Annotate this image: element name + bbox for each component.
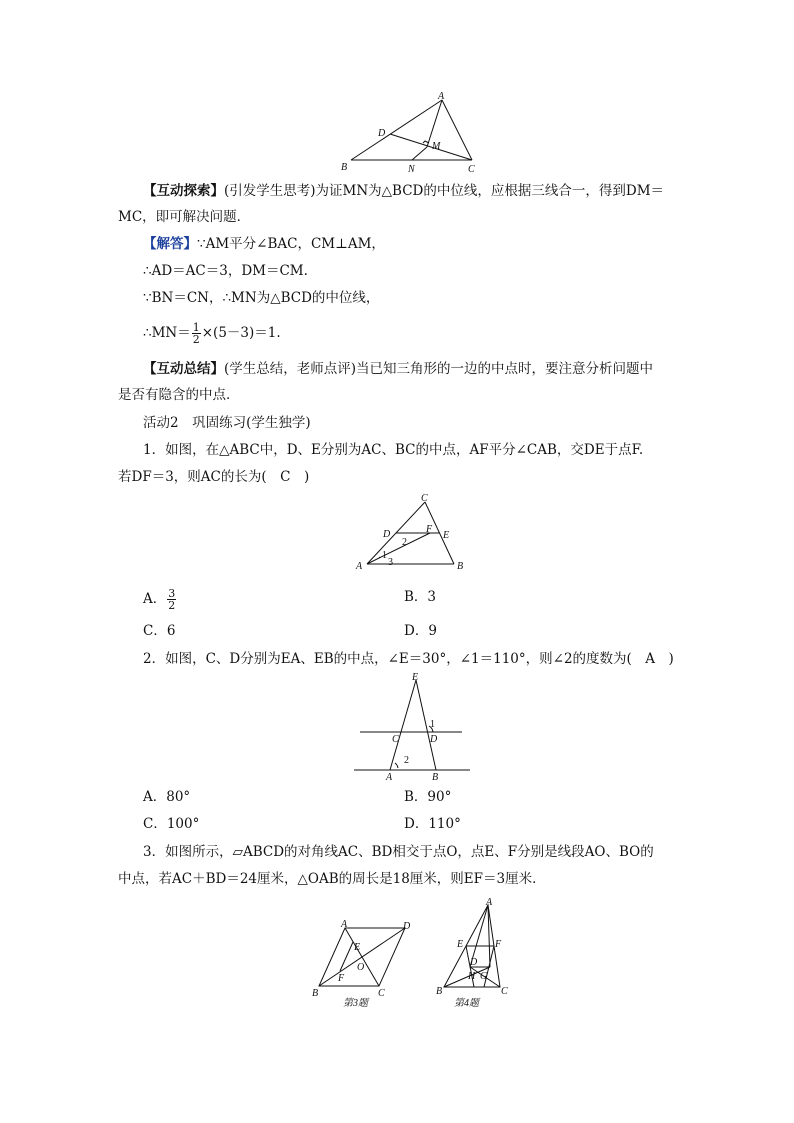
q4-label-h: H: [468, 971, 476, 982]
q2-label-c: C: [392, 734, 399, 745]
q4-label-g: G: [480, 971, 488, 982]
answer-line-3: ∵BN＝CN，∴MN为△BCD的中位线，: [143, 290, 380, 306]
q1-option-a-fraction: [167, 588, 176, 611]
explore-text: (引发学生思考)为证MN为△BCD的中位线，应根据三线合一，得到DM＝: [224, 183, 665, 199]
q2-option-b[interactable]: B．90°: [404, 789, 452, 805]
q2-label-d: D: [430, 734, 438, 745]
q1-option-c[interactable]: C．6: [143, 623, 176, 639]
q2-angle-2: 2: [404, 755, 409, 766]
q3-label-c: C: [378, 988, 385, 999]
q1-fraction-numerator: 3: [168, 587, 176, 600]
q2-label-e: E: [412, 672, 419, 683]
q4-label-a: A: [486, 897, 493, 908]
q1-text-line-2: 若DF＝3，则AC的长为( C ): [118, 469, 310, 485]
figure-q4-triangle: [432, 895, 517, 1010]
q3-label-o: O: [357, 962, 365, 973]
q3-label-a: A: [341, 919, 348, 930]
q3-text-line-2: 中点，若AC＋BD＝24厘米，△OAB的周长是18厘米，则EF＝3厘米．: [118, 871, 546, 887]
q1-label-f: F: [426, 524, 433, 535]
fig1-label-a: A: [438, 91, 445, 102]
figure-q1-triangle: [350, 492, 470, 574]
figure-triangle-abc-median: [338, 90, 488, 178]
summary-tag: 【互动总结】: [143, 361, 224, 377]
q4-label-e: E: [457, 939, 464, 950]
q4-label-b: B: [436, 986, 443, 997]
q1-option-a[interactable]: [143, 588, 177, 611]
activity-title: 活动2 巩固练习(学生独学): [143, 415, 311, 431]
q1-label-c: C: [421, 493, 428, 504]
explore-line-2: MC，即可解决问题．: [118, 209, 251, 225]
figure-q3-parallelogram: [305, 918, 420, 1010]
summary-line-1: [143, 360, 653, 378]
summary-line-2: 是否有隐含的中点．: [118, 387, 240, 403]
q1-option-a-prefix: A．: [143, 591, 167, 607]
fig1-label-d: D: [378, 128, 386, 139]
answer-l4-pre: ∴MN＝: [143, 325, 191, 341]
q3-label-f: F: [338, 973, 345, 984]
answer-line-2: ∴AD＝AC＝3，DM＝CM.: [143, 263, 308, 279]
q1-label-e: E: [443, 530, 450, 541]
q2-option-c[interactable]: C．100°: [143, 816, 200, 832]
q2-angle-1: 1: [430, 719, 435, 730]
q1-angle-1: 1: [382, 550, 387, 561]
fraction-denominator: 2: [192, 333, 200, 346]
answer-line-4: [143, 322, 281, 345]
q2-label-b: B: [432, 772, 439, 783]
q3-label-d: D: [403, 921, 411, 932]
figure-q2-parallel-lines: [350, 672, 475, 784]
q2-label-a: A: [386, 772, 393, 783]
fraction-numerator: 1: [192, 321, 200, 334]
q3-label-b: B: [312, 988, 319, 999]
q2-text: 2．如图，C、D分别为EA、EB的中点，∠E＝30°，∠1＝110°，则∠2的度数为( A ): [143, 651, 674, 667]
q2-option-d[interactable]: D．110°: [404, 816, 461, 832]
answer-tag: 【解答】: [143, 236, 197, 252]
q4-label-d: D: [470, 957, 478, 968]
explore-tag: 【互动探索】: [143, 183, 224, 199]
q4-caption: 第4题: [454, 998, 479, 1009]
answer-l4-post: ×(5－3)＝1.: [201, 325, 281, 341]
q3-label-e: E: [354, 942, 361, 953]
fig1-label-m: M: [432, 141, 441, 152]
q1-label-b: B: [457, 561, 464, 572]
q1-fraction-denominator: 2: [168, 599, 176, 612]
fig1-label-c: C: [468, 164, 475, 175]
q4-label-c: C: [501, 986, 508, 997]
q1-text-line-1: 1．如图，在△ABC中，D、E分别为AC、BC的中点，AF平分∠CAB，交DE于点F.: [143, 442, 644, 458]
answer-text-1: ∵AM平分∠BAC，CM⊥AM，: [197, 236, 385, 252]
q1-angle-3: 3: [388, 557, 393, 568]
fig1-label-b: B: [341, 162, 348, 173]
q1-option-b[interactable]: B．3: [404, 589, 437, 605]
q1-angle-2: 2: [402, 537, 407, 548]
q4-label-f: F: [495, 939, 502, 950]
q2-option-a[interactable]: A．80°: [143, 789, 191, 805]
q1-label-d: D: [383, 529, 391, 540]
q3-text-line-1: 3．如图所示，▱ABCD的对角线AC、BD相交于点O，点E、F分别是线段AO、BO的: [143, 844, 654, 860]
fig1-label-n: N: [408, 164, 415, 175]
answer-line-1: [143, 235, 385, 253]
q1-option-d[interactable]: D．9: [404, 623, 437, 639]
q3-caption: 第3题: [343, 998, 368, 1009]
explore-line-1: [143, 182, 664, 200]
answer-fraction: [192, 322, 201, 345]
summary-text: (学生总结，老师点评)当已知三角形的一边的中点时，要注意分析问题中: [224, 361, 654, 377]
q1-label-a: A: [356, 561, 363, 572]
